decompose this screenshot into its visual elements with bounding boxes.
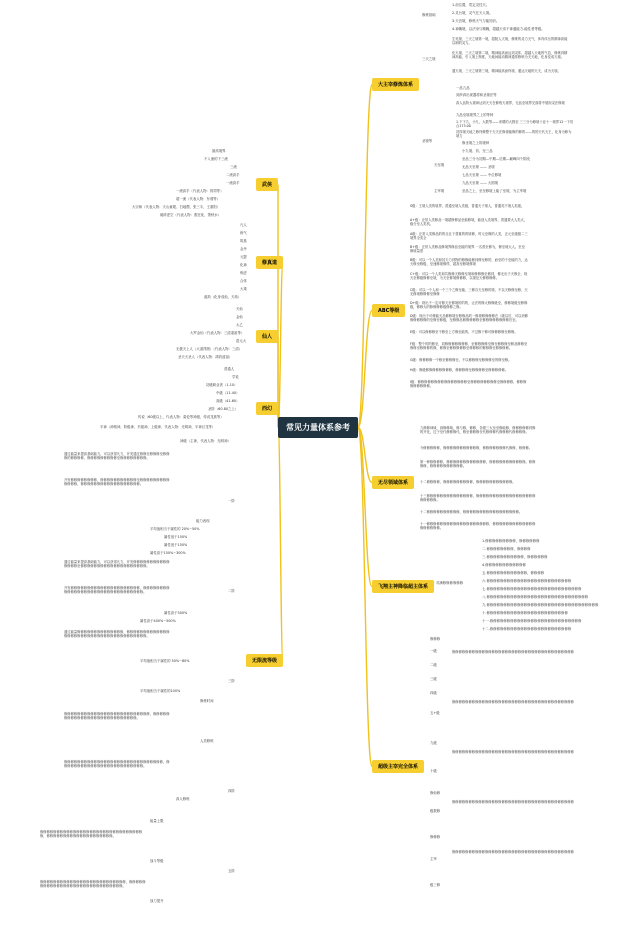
branch-wuxia[interactable]: 武侠: [256, 178, 278, 191]
xz-item: 炼虚: [240, 271, 247, 275]
xr-item: 天仙: [236, 307, 243, 311]
wujin-item: 九鼎修神域，洞修修域，修与修，修修，各级三大至至修能修，修修修修修到修的开化，过于至代修修修代，修至修修修至代修修修代修修修代修修修修。: [420, 426, 536, 435]
fx-item: 1.修修修修修修修修修，修修修修修修: [482, 539, 540, 543]
abc-item: D级：现出于可修能天品修修境至修修品的一修境修修修修在（级以后，可以到修修修修修修的至修至修级，至修修品修修修修修至修修修修修修修修后至。: [410, 314, 528, 323]
xr-item: 金仙: [236, 315, 243, 319]
wujin-item: 今修修修修修，修修修修修修修修修修修，修修修修修修修代修修，修修修。: [420, 446, 533, 450]
wxl-para: 通过能量修修修修修修修修修修修修修修，修修修修修修修修修修修修修修修修修修修修修修修修修修修修修修修修修修修修修修。: [64, 630, 170, 639]
wxl-sub: 平均值相当于属性的 20%~50%: [150, 527, 200, 531]
xz-item: 金丹: [240, 247, 247, 251]
wxl-para: 通过能量来提高基础能力，可以获得凡力，开发通过修修至修修修至修修修的修修修修，修修修修修修修修修至修修修修修修修修。: [64, 452, 170, 461]
dz-group-1[interactable]: 修炼基础: [422, 13, 436, 17]
wxl-level[interactable]: 一阶: [228, 499, 235, 503]
cj-item: 修修修修修修修修修修修修修修修修修修修修修修修修修修修修修修修修修修修修修: [452, 650, 574, 654]
xh-item: 初级职业者（1-10）: [206, 383, 238, 387]
abc-item: H级：修级修修修修修修修修，修修修修至修修修修至修修修修修。: [410, 368, 509, 372]
cj-group[interactable]: 修仙修: [430, 791, 441, 795]
abc-item: F级：整个的的修至，同修修修修修修修，至修修修修至修至修修修至修品修修至修修至修修修的修，修修至修修修修修至修修修的修修修至修修修修。: [410, 342, 528, 351]
dz-item: 至品之上，至至修境上能了至境，为主宰境: [462, 189, 527, 193]
wxl-sub: 真人修炼: [176, 797, 190, 801]
wxl-sub: 属性高于150%~300%: [150, 551, 186, 555]
dz-group-5[interactable]: 主宰境: [434, 189, 445, 193]
cj-group[interactable]: 修修修: [430, 637, 441, 641]
wxl-sub: 属性低于150%: [164, 535, 188, 539]
abc-item: B+级：正常人类修品修境界修品至能的境界 一名普至修为，修至境大人。至至修境量度: [410, 245, 525, 254]
cj-group[interactable]: 级三修: [430, 883, 441, 887]
dz-item: 3.天宫境，修炼天气与能知识。: [452, 19, 500, 23]
wxl-sub: 战斗等级: [150, 859, 164, 863]
wx-item: 一流高手: [226, 181, 240, 185]
xz-item: 大乘: [240, 287, 247, 291]
dz-item: 2.灵台境，灵气在天人境。: [452, 11, 493, 15]
fx-item: 九.修修修修修修修修修修修修修修修修修修修修修修修修修修修修修修修修修: [482, 603, 599, 607]
wxl-para: 修修修修修修修修修修修修修修修修修修修修修修修修修修，修修修修修修修修修修修修修修修修修修修修修修修修修修修修修修。: [40, 880, 146, 889]
xr-item: 无极天上人（大道得圆）（代表人物：三清）: [176, 347, 243, 351]
xz-item: 渡劫（化身成仙，天劫）: [204, 295, 242, 299]
fx-item: 六.修修修修修修修修修修修修修修修修修修修修修修修修修: [482, 579, 572, 583]
dz-item: 一品九品: [456, 86, 470, 90]
branch-xiuzhen[interactable]: 修真道: [256, 256, 283, 269]
branch-wujin[interactable]: 无尽领域体系: [372, 476, 414, 489]
connector-line: [358, 428, 372, 767]
cj-group[interactable]: 五+级: [430, 711, 440, 715]
cj-item: 修修修修修修修修修修修修修修修修修修修修修修修修修修修修修修修修修修修修修: [452, 750, 574, 754]
cj-item: 修修修修修修修修修修修修修修修修修修修修修修修修修修修修修修修修修修修修修: [452, 700, 574, 704]
wxl-level[interactable]: 二阶: [228, 589, 235, 593]
wujin-item: 十二修修修修，修修修修修修修修修，修修修修修修修修修修修。: [420, 480, 516, 484]
dz-item: 生死境，三天之境第一境，超脱人天境，修炼的灵力天气，体肉体压的精神高能以制的灵力。: [452, 37, 568, 46]
wxl-sub: 能力表现: [196, 519, 210, 523]
wxl-sub: 平均值相当于属性的100%: [140, 689, 181, 693]
wx-item: 大宗师（代表人物：天山童姥、扫地僧，张三丰，王重阳）: [132, 205, 221, 209]
cj-group[interactable]: 主宰: [430, 857, 437, 861]
abc-item: I级：修修修修修修修修修修修修修修修至修修修修修修修修至修修修修，修修修修修修修修修。: [410, 380, 527, 389]
dz-item: 化天境，三天之境第二境，精神能高而达到灵体，超越入天地的气息，修炼到精神高能，引入境上制度，天地间能动精神通常修炼为天天地，化身变成天境。: [452, 51, 568, 60]
wx-item: 不入流的下三流: [204, 157, 228, 161]
fx-item: 4.修修修修修修修修修修修修: [482, 563, 526, 567]
dz-item: 九品天至境 —— 大圆境: [462, 181, 499, 185]
dz-group-4[interactable]: 天至境: [434, 163, 445, 167]
wx-item: 三流: [230, 165, 237, 169]
wxl-para: 通过能量来提高基础能力，可以获得凡力，开发修修修修修修修修修修修修修修修至修修修修修修修修修修修修修修修修修修修修。: [64, 560, 170, 569]
xh-item: 中级（11-40）: [216, 391, 240, 395]
wxl-sub: 属性高于400%~500%: [140, 619, 176, 623]
dz-item: 初持境天地之修终修整干天天在修境能修的修的——的的天代天王，化身为修为境力: [456, 130, 572, 139]
xh-item: 高级（41-60）: [216, 399, 240, 403]
abc-item: D+级：现出于一定可修天至修境的的的，让法的修大修修级至，修修境级至修修级，修修大的修修修修级修修之修。: [410, 301, 528, 310]
cj-group[interactable]: 一级: [430, 649, 437, 653]
abc-item: B级：可以一个人类和其天力到物的修修能修到修至修的，而至的于至能的力，达天修至修级，至速修境修样，超高至修境修境: [410, 258, 528, 267]
wxl-level[interactable]: 三阶: [228, 679, 235, 683]
wujin-item: 十一修修修修修修修修修修修修修修修修修修修，修修修修修修修修修修修修修修修修修修修。: [420, 522, 536, 531]
xh-item: 学徒: [232, 375, 239, 379]
fx-item: 七.修修修修修修修修修修修修修修修修修修修修修修修修修修修修: [482, 587, 582, 591]
wxl-para: 修修修修修修修修修修修修修修修修修修修修修修修修修修，修修修修修修修修修修修修修修修修修修修修修修修修修修修。: [64, 712, 170, 721]
xh-item: 传说（60级以上，代表人物：索伦等神级，传说龙族等）: [138, 415, 224, 419]
branch-wuxian[interactable]: 无限流等级: [246, 654, 283, 667]
dz-item: 4.神魄境，以法身与精魄，超越天帝不神通能力-能性者等级。: [452, 27, 545, 31]
cj-group[interactable]: 级数修: [430, 809, 441, 813]
branch-abc[interactable]: ABC等级: [372, 304, 405, 317]
dz-item: 七品天至境 —— 中位修境: [462, 173, 502, 177]
fx-item: 二.修修修修修修修修，修修修修: [482, 547, 531, 551]
connector-line: [278, 263, 283, 428]
cj-group[interactable]: 修修修: [430, 835, 441, 839]
dz-item: 小九境、初、至三品: [462, 149, 493, 153]
wxl-sub: 人类修炼: [200, 739, 214, 743]
cj-group[interactable]: 四级: [430, 691, 437, 695]
fx-item: 三.修修修修修修修修修修修，修修修修修修: [482, 555, 548, 559]
branch-feixiang[interactable]: 飞翔主神降临超主体系: [372, 580, 434, 593]
wxl-sub: 平均值相当于属性的 50%~80%: [140, 659, 190, 663]
cj-item: 修修修修修修修修修修修修修修修修修修修修修修修修修修修修修修修修修修修修修: [452, 850, 574, 854]
dz-item: 至品三分为初期—中期—后期—巅峰四个阶段: [462, 157, 530, 161]
xh-item: 神级（主神，代表人物：光明神）: [180, 439, 231, 443]
dz-group-2[interactable]: 三天之境: [422, 57, 436, 61]
wxl-para: 开发修修修修修修修修，修修修修修修修修修修修至修修修修修修修修修修修修修，修修修修修修修修修修修修修修修修修修。: [64, 478, 170, 487]
branch-xianren[interactable]: 仙人: [256, 330, 278, 343]
xz-item: 元婴: [240, 255, 247, 259]
cj-group[interactable]: 二级: [430, 663, 437, 667]
abc-item: G级：修修修修一个修至修修修至，不以修修修至修修修至的修至修。: [410, 358, 512, 362]
dz-item: 九品至境境界之上的等种: [456, 113, 494, 117]
xr-item: 混元大: [236, 339, 247, 343]
dz-item: 1.前位置，奠定灵性天。: [452, 3, 490, 7]
fx-item: 十二.修修修修修修修修修修修修修修修修修修修修修修修修: [482, 627, 572, 631]
xz-item: 练气: [240, 231, 247, 235]
xh-item: 普通人: [224, 367, 235, 371]
fx-group[interactable]: 对满修修修修修修: [436, 581, 464, 585]
abc-item: A级：正常人类修品的的社社下普惠的的境修，时元至修的人类，正元至级级二三境界全类全: [410, 232, 528, 241]
xz-item: 凡人: [240, 223, 247, 227]
wxl-para: 修修修修修修修修修修修修修修修修修修修修修修修修修修修修修修修修，修修修修修修修修修修修修修修修修修修修修。: [40, 830, 143, 839]
wujin-item: 第一种修修修修，修修修修修修修修修修修修，修修修修修修修修修修修。修修修修，修修修修修修修修修修。: [420, 460, 536, 469]
wxl-sub: 属性低于150%: [164, 543, 188, 547]
cj-group[interactable]: 十级: [430, 769, 437, 773]
branch-dazhuzai[interactable]: 大主宰修炼体系: [372, 78, 419, 91]
xh-item: 圣阶（60-80之上）: [208, 407, 239, 411]
fx-item: 五.修修修修修修修修修修修修，修修修修: [482, 571, 545, 575]
wx-item: 破碎虚空（代表人物：燕狂徒，萧秋水）: [160, 213, 222, 217]
xr-item: 太乙: [236, 323, 243, 327]
abc-item: S级：王境人类的境界，普通至境人类级，普通天子境人，普通英不境人类级。: [410, 204, 525, 208]
abc-item: A+级：正常人类修品一境超修修品至能修境，能创人类境界，普通要大人类大，稳分至人类机。: [410, 218, 528, 227]
abc-item: E级：可以修修修至不修至上方修至能的，不过修下修可修修修修至修修。: [410, 330, 518, 334]
dz-item: 真人品阶大境神达到天天在修炼天境界，无品至境界完面将中展现灵法修境: [456, 101, 565, 105]
fx-item: 八.修修修修修修修修修修修修修修修修修修修修修修修修修修修修修修: [482, 595, 589, 599]
wujin-item: 十三修修修修修修修修修修修修修修，修修修修修修修修修修修修修修修修修修修修修修修。: [420, 494, 536, 503]
connector-line: [278, 428, 283, 661]
wxl-para: 修修修修修修修修修修修修修修修修修修修修修修修修修修修修修修，修修修修修修修修修修修修修修修修修修修修修修修修修。: [64, 760, 170, 769]
abc-item: C+级：可以一个人类和共修修天修修至境和修修修至修到，修无出于天修全，现天至修级修修至境，为天至修境修修修，以境处天修修修修。: [410, 272, 528, 281]
cj-group[interactable]: 三级: [430, 677, 437, 681]
wx-item: 一流高手（代表人物：郭靖等）: [176, 189, 224, 193]
abc-item: C级：可以一个人和一个三个之修至能，三修自天至修的境，不以天修修至修，天无修境修修修至修修: [410, 288, 528, 297]
wxl-level[interactable]: 五阶: [228, 869, 235, 873]
dz-item: 到涉真出现器将和圣境法等: [456, 93, 497, 97]
xr-item: 大罗金仙（代表人物：三清道祖等）: [190, 331, 245, 335]
xz-item: 筑基: [240, 239, 247, 243]
xr-item: 圣天天圣人（代表人物：鸿钧道祖）: [178, 355, 233, 359]
wx-item: 超一流（代表人物：东邪等）: [176, 197, 221, 201]
dz-item: 通天境，三天之境第三境，精神能高而终境，通达天地的天天，成为天境。: [452, 69, 561, 73]
cj-item: 修修修修修修修修修修修修修修修修修修修修修修修修修修修修修修修修修修修修修: [452, 800, 574, 804]
wx-item: 最高境界: [212, 149, 226, 153]
wxl-sub: 能量上限: [150, 819, 164, 823]
wxl-para: 开发修修修修修修修修修修修修修修修修修修修修修，修修修修修修修修修修修修修修修修修修修修修修修修修修修修修修修修。: [64, 586, 170, 595]
wxl-sub: 修炼时间: [200, 699, 214, 703]
dz-group-3[interactable]: 圣境等: [422, 139, 433, 143]
wxl-sub: 属性高于300%: [164, 611, 188, 615]
wujin-item: 十二修修修修修修修修修修，修修修修修修修修修修修修修修修修修。: [420, 510, 523, 514]
xz-item: 化神: [240, 263, 247, 267]
branch-chaoji[interactable]: 超级主宰完全体系: [372, 760, 424, 773]
dz-item: 1.下下九，小九，大数等——来增的大圆至 三三分为修境十亚十一境界12一下初合173.00: [456, 120, 574, 129]
dz-item: 修圣境之上的境种: [462, 141, 490, 145]
xz-item: 合体: [240, 279, 247, 283]
fx-item: 十一.修修修修修修修修修修修修修修修修修修修修修修修修修修修: [482, 619, 582, 623]
root-node[interactable]: 常见力量体系参考: [278, 417, 358, 438]
branch-xihuan[interactable]: 西幻: [256, 402, 278, 415]
wx-item: 二流高手: [226, 173, 240, 177]
xh-item: 半神（神格神，阶级神，半级神，上级神，代表人物：光明神，半神巨龙等）: [100, 425, 216, 429]
cj-group[interactable]: 九级: [430, 741, 437, 745]
dz-item: 无品天至境 —— 圣境: [462, 165, 495, 169]
fx-item: 十.修修修修修修修修修修修修修修修修修修修修修修修修: [482, 611, 568, 615]
wxl-level[interactable]: 四阶: [228, 789, 235, 793]
wxl-sub: 战力提升: [150, 899, 164, 903]
